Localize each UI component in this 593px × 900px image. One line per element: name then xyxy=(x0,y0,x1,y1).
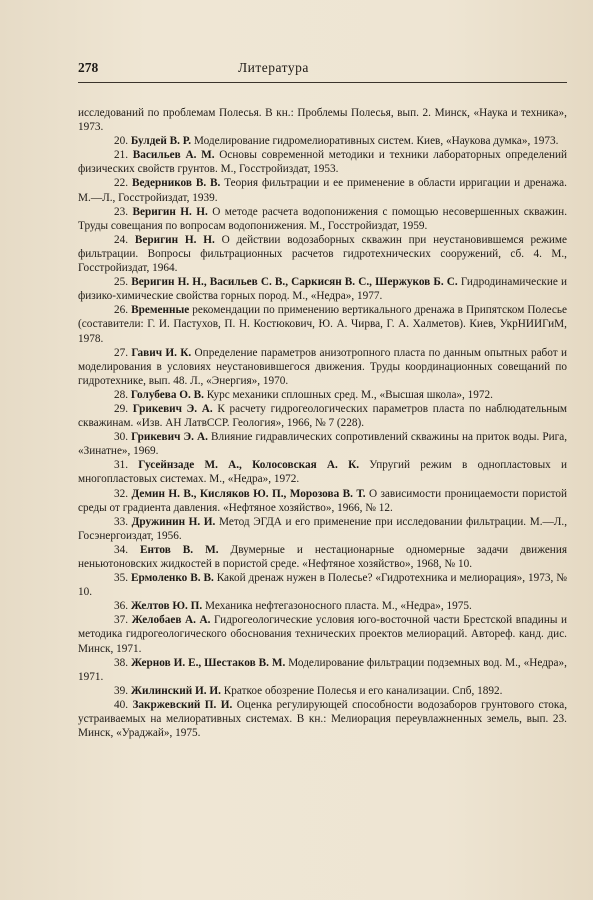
reference-author: Демин Н. В., Кисляков Ю. П., Морозова В. Т. xyxy=(131,487,366,500)
reference-number: 35. xyxy=(114,572,129,585)
reference-number: 25. xyxy=(114,276,129,289)
reference-author: Гавич И. К. xyxy=(131,346,192,359)
reference-number: 29. xyxy=(114,402,129,415)
reference-text: О действии водозаборных скважин при неустановившемся режиме фильтрации. Вопросы фильтрационных расчетов гидротехнических сооружений, сб. 4. М., Госстройиздат, 1964. xyxy=(78,233,568,275)
reference-number: 33. xyxy=(114,515,129,528)
reference-text: Моделирование фильтрации подземных вод. М., «Недра», 1971. xyxy=(78,656,567,683)
reference-list xyxy=(78,106,567,740)
reference-entry xyxy=(78,543,567,571)
reference-number: 27. xyxy=(114,346,129,359)
reference-author: Жернов И. Е., Шестаков В. М. xyxy=(130,656,286,669)
reference-number: 38. xyxy=(114,656,129,669)
reference-text: Гидродинамические и физико-химические свойства горных пород. М., «Недра», 1977. xyxy=(78,276,568,303)
reference-entry xyxy=(78,487,567,515)
reference-entry xyxy=(78,430,567,458)
reference-number: 39. xyxy=(114,684,129,697)
reference-author: Ермоленко В. В. xyxy=(130,572,214,585)
reference-author: Веригин Н. Н. xyxy=(132,205,208,218)
reference-entry xyxy=(78,205,567,233)
reference-author: Ведерников В. В. xyxy=(131,177,221,190)
reference-entry xyxy=(78,233,567,275)
reference-number: 22. xyxy=(114,177,129,190)
reference-author: Голубева О. В. xyxy=(130,388,204,401)
reference-text: К расчету гидрогеологических параметров пласта по наблюдательным скважинам. «Изв. АН ЛатвССР. Геология», 1966, № 7 (228). xyxy=(78,402,567,430)
reference-entry xyxy=(78,458,567,486)
reference-entry xyxy=(78,148,567,176)
reference-entry xyxy=(78,275,567,303)
reference-author: Желтов Ю. П. xyxy=(130,600,203,613)
reference-number: 20. xyxy=(114,135,129,148)
reference-text: Механика нефтегазоносного пласта. М., «Недра», 1975. xyxy=(205,600,472,613)
reference-number: 34. xyxy=(114,543,129,556)
reference-entry xyxy=(78,134,567,148)
reference-number: 36. xyxy=(114,600,129,613)
reference-number: 24. xyxy=(114,233,129,246)
reference-entry xyxy=(78,303,567,345)
reference-text: Двумерные и нестационарные одномерные задачи движения неньютоновских жидкостей в пористой среде. «Нефтяное хозяйство», 1968, № 10. xyxy=(78,543,568,570)
reference-author: Булдей В. Р. xyxy=(130,135,192,148)
page-number: 278 xyxy=(78,60,99,75)
reference-text: Упругий режим в однопластовых и многопластовых системах. М., «Недра», 1972. xyxy=(78,459,568,486)
reference-text: Метод ЭГДА и его применение при исследовании фильтрации. М.—Л., Госэнергоиздат, 1956. xyxy=(78,515,568,542)
reference-text: исследований по проблемам Полесья. В кн.: Проблемы Полесья, вып. 2. Минск, «Наука и техника», 1973. xyxy=(78,107,567,134)
reference-entry xyxy=(78,571,567,599)
reference-text: Моделирование гидромелиоративных систем. Киев, «Наукова думка», 1973. xyxy=(193,135,559,148)
reference-number: 28. xyxy=(114,388,129,401)
reference-number: 31. xyxy=(114,459,129,472)
reference-entry xyxy=(78,684,567,698)
reference-author: Жилинский И. И. xyxy=(130,684,221,697)
reference-author: Грикевич Э. А. xyxy=(132,402,213,415)
reference-number: 40. xyxy=(114,698,129,711)
header-rule xyxy=(78,82,567,83)
reference-text: О методе расчета водопонижения с помощью несовершенных скважин. Труды совещания по вопросам водопонижения. М., Госстройиздат, 1959. xyxy=(78,205,568,232)
reference-author: Грикевич Э. А. xyxy=(131,431,208,444)
reference-author: Дружинин Н. И. xyxy=(131,515,216,528)
reference-author: Временные xyxy=(131,304,190,317)
reference-text: Курс механики сплошных сред. М., «Высшая школа», 1972. xyxy=(206,388,493,401)
reference-entry xyxy=(78,402,567,430)
reference-entry xyxy=(78,656,567,684)
reference-entry xyxy=(78,613,567,655)
reference-text: Определение параметров анизотропного пласта по данным опытных работ и моделирования в условиях неустановившегося движения. Труды координационных совещаний по гидротехнике, вып. 48. Л., «Энергия», 1970. xyxy=(78,346,568,387)
reference-author: Васильев А. М. xyxy=(132,149,215,162)
reference-number: 23. xyxy=(114,205,129,218)
page-header xyxy=(78,60,567,80)
reference-author: Ентов В. М. xyxy=(140,543,219,556)
reference-entry xyxy=(78,698,567,740)
reference-number: 37. xyxy=(114,614,129,627)
running-title: Литература xyxy=(238,60,309,75)
reference-text: Основы современной методики и техники лабораторных определений физических свойств грунтов. М., Госстройиздат, 1953. xyxy=(78,149,567,176)
reference-author: Желобаев А. А. xyxy=(131,614,211,627)
reference-text: Теория фильтрации и ее применение в области ирригации и дренажа. М.—Л., Госстройиздат, 1939. xyxy=(78,177,567,204)
reference-continuation xyxy=(78,106,567,134)
reference-number: 26. xyxy=(114,304,129,317)
reference-entry xyxy=(78,388,567,402)
reference-text: Краткое обозрение Полесья и его канализации. Спб, 1892. xyxy=(223,684,503,697)
reference-author: Веригин Н. Н., Васильев С. В., Саркисян В. С., Шержуков Б. С. xyxy=(131,276,458,289)
reference-entry xyxy=(78,176,567,204)
reference-entry xyxy=(78,346,567,388)
reference-entry xyxy=(78,515,567,543)
reference-entry xyxy=(78,599,567,613)
reference-text: Оценка регулирующей способности водозаборов грунтового стока, устраиваемых на мелиоративных системах. В кн.: Мелиорация переувлажненных земель, вып. 23. Минск, «Ураджай», 1975. xyxy=(78,698,568,740)
reference-text: Влияние гидравлических сопротивлений скважины на приток воды. Рига, «Зинатне», 1969. xyxy=(78,431,568,458)
reference-text: Какой дренаж нужен в Полесье? «Гидротехника и мелиорация», 1973, № 10. xyxy=(78,572,567,599)
reference-text: Гидрогеологические условия юго-восточной части Брестской впадины и методика гидрогеологического обоснования технических проектов мелиораций. Автореф. канд. дис. Минск, 1971. xyxy=(78,614,567,655)
reference-author: Веригин Н. Н. xyxy=(134,233,215,246)
reference-author: Закржевский П. И. xyxy=(132,698,233,711)
reference-text: О зависимости проницаемости пористой среды от градиента давления. «Нефтяное хозяйство», 1966, № 12. xyxy=(78,487,567,514)
reference-number: 30. xyxy=(114,431,129,444)
reference-number: 32. xyxy=(114,487,129,500)
reference-number: 21. xyxy=(114,149,129,162)
reference-author: Гусейнзаде М. А., Колосовская А. К. xyxy=(138,459,360,472)
reference-text: рекомендации по применению вертикального дренажа в Припятском Полесье (составители: Г. И. Пастухов, П. Н. Костюкович, Ю. А. Чирва, Г. А. Халметов). Киев, УкрНИИГиМ, 1978. xyxy=(78,304,568,345)
